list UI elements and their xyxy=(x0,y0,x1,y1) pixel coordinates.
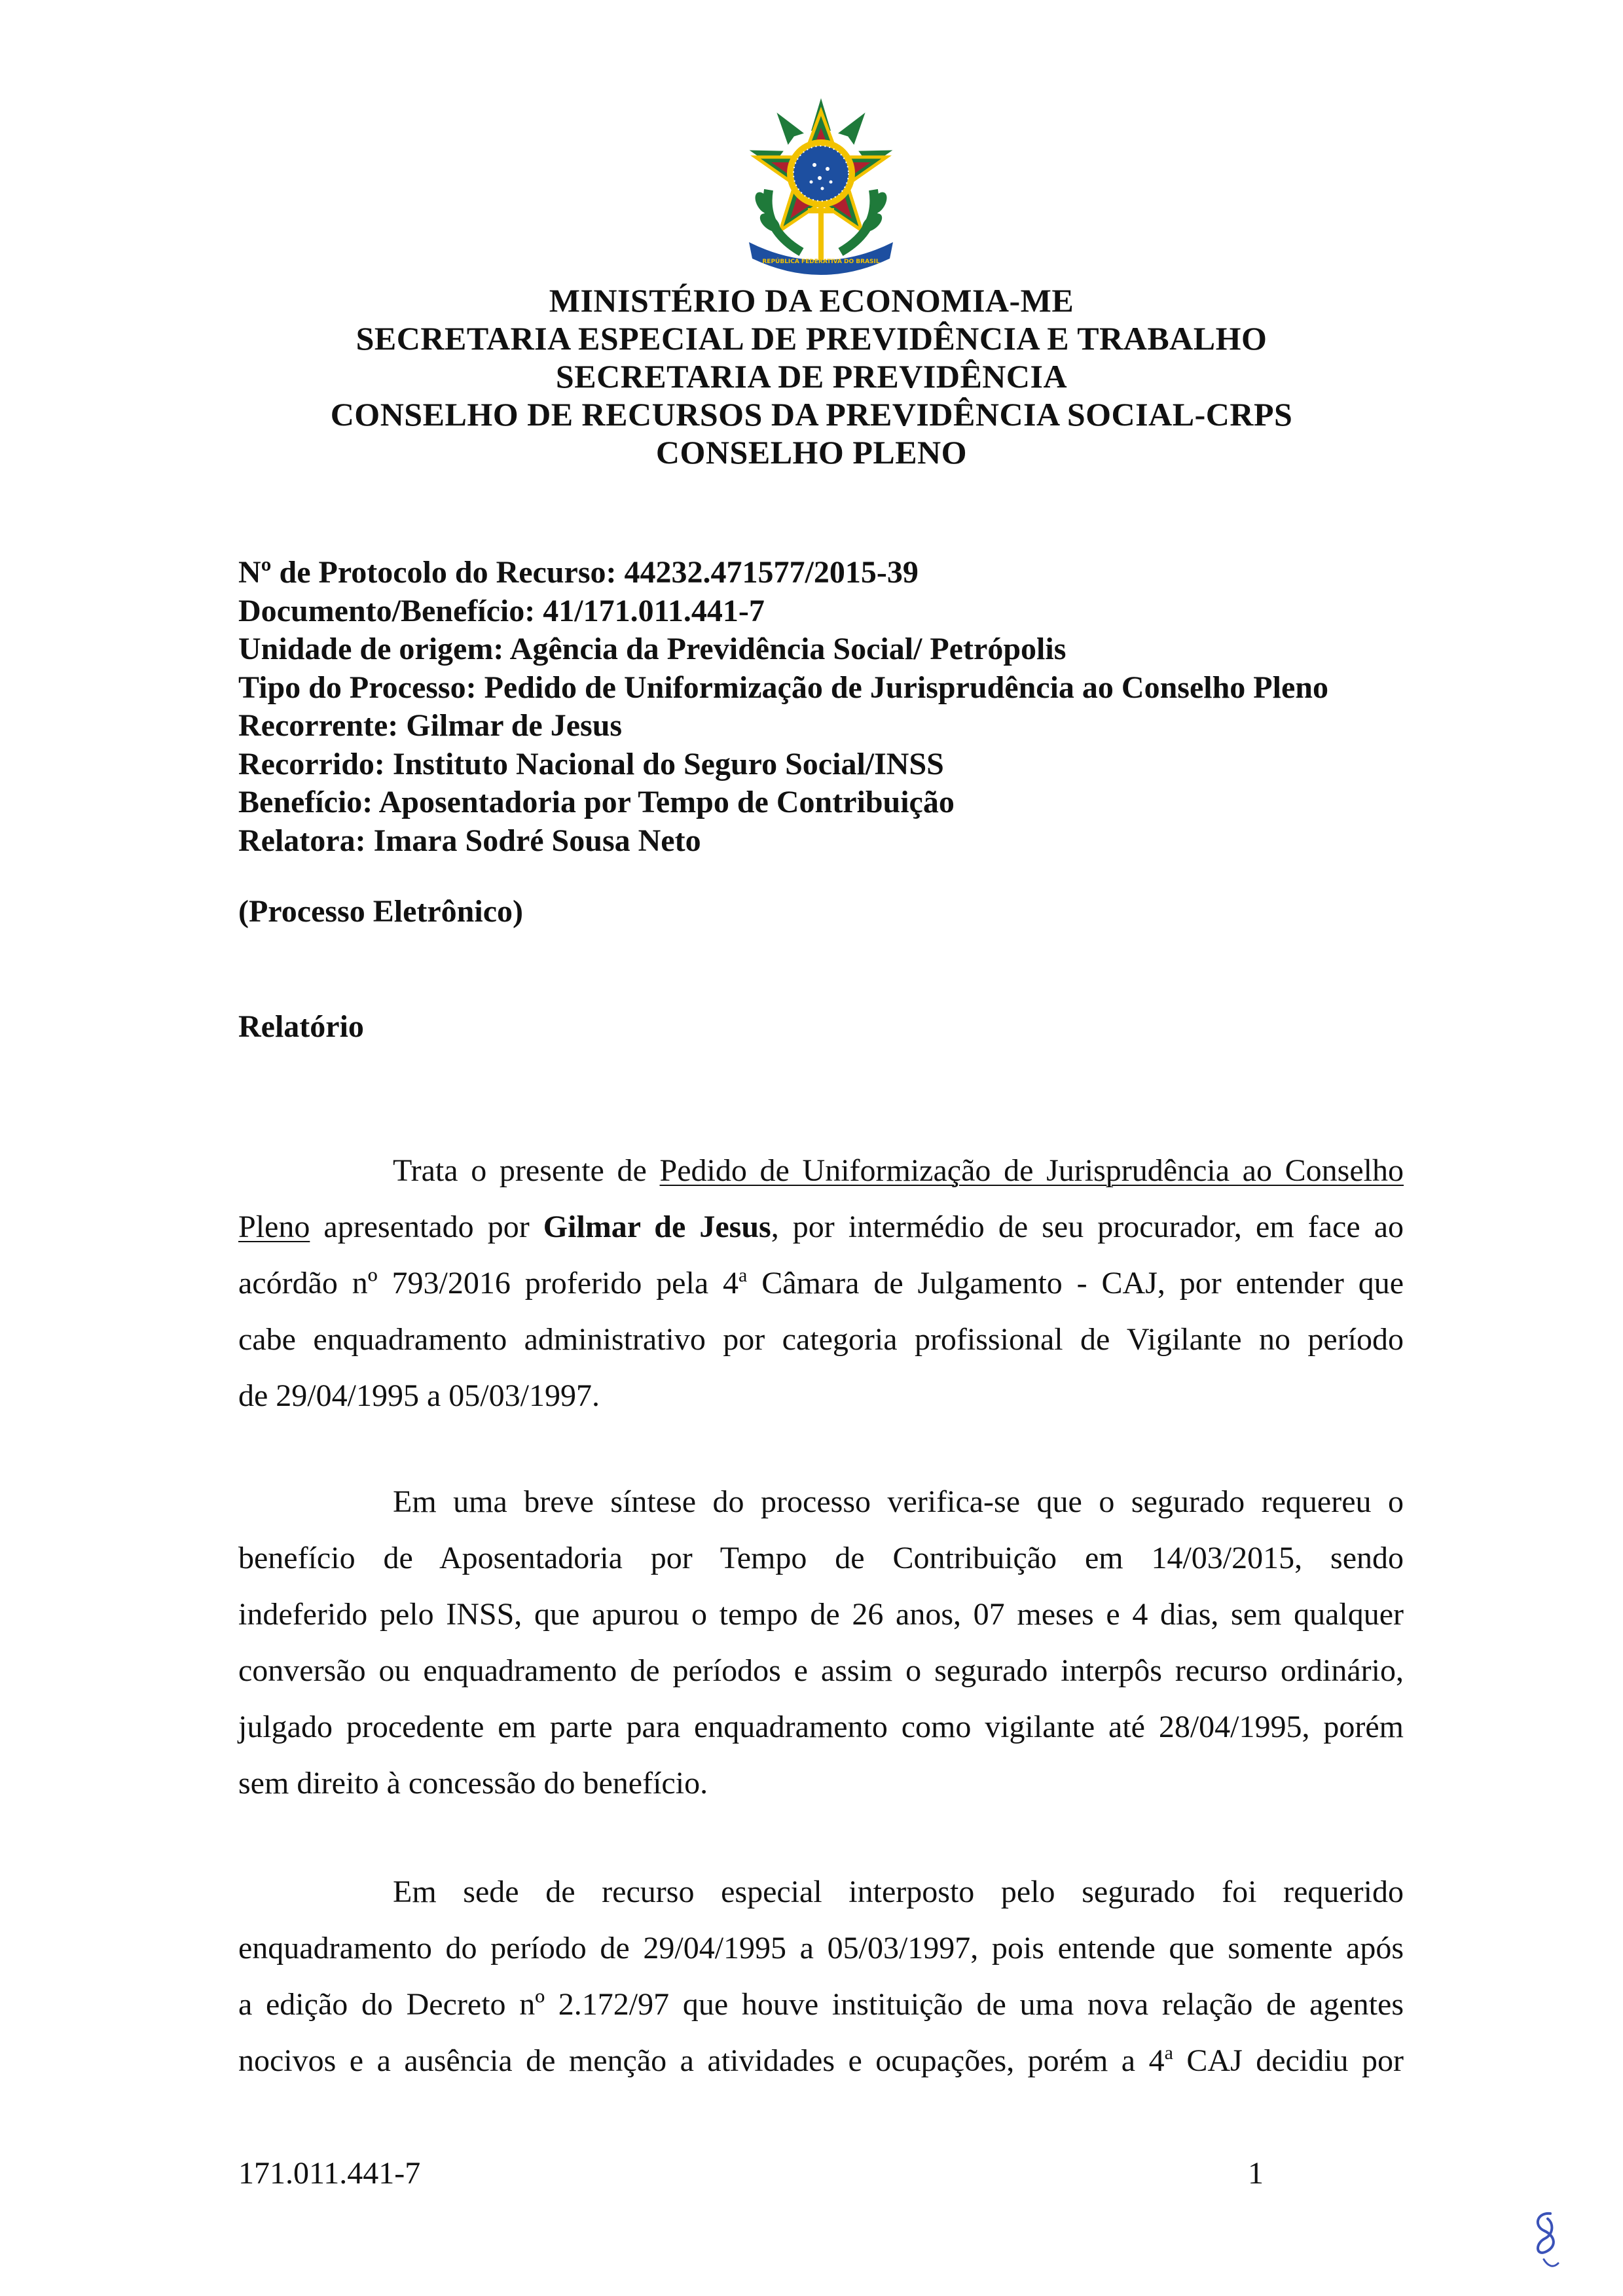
document-header xyxy=(0,281,1623,471)
paragraph-line: sem direito à concessão do benefício. xyxy=(238,1766,708,1801)
header-secretariat: SECRETARIA DE PREVIDÊNCIA xyxy=(555,358,1068,395)
case-info xyxy=(238,554,1328,860)
info-label: Recorrente: xyxy=(238,708,399,743)
info-label: Unidade de origem: xyxy=(238,632,504,666)
info-row-rapporteur xyxy=(238,822,1328,861)
info-row-appellant xyxy=(238,707,1328,745)
info-row-protocol xyxy=(238,554,1328,592)
paragraph-line: benefício de Aposentadoria por Tempo de Contribuição em 14/03/2015, sendo xyxy=(238,1541,1404,1575)
emblem-ribbon-text: REPÚBLICA FEDERATIVA DO BRASIL xyxy=(762,259,880,265)
paragraph-line: enquadramento do período de 29/04/1995 a 05/03/1997, pois entende que somente após xyxy=(238,1931,1404,1965)
paragraph-1 xyxy=(238,1143,1404,1424)
paragraph-line: indeferido pelo INSS, que apurou o tempo de 26 anos, 07 meses e 4 dias, sem qualquer xyxy=(238,1597,1404,1632)
info-label: Recorrido: xyxy=(238,746,385,781)
info-value: Instituto Nacional do Seguro Social/INSS xyxy=(392,746,944,781)
paragraph-line: a edição do Decreto nº 2.172/97 que houve instituição de uma nova relação de agentes xyxy=(238,1987,1404,2022)
info-row-origin xyxy=(238,630,1328,669)
info-value: 44232.471577/2015-39 xyxy=(624,555,919,590)
info-row-process-type xyxy=(238,669,1328,708)
info-value: Gilmar de Jesus xyxy=(406,708,623,743)
info-row-benefit xyxy=(238,783,1328,822)
paragraph-2 xyxy=(238,1474,1404,1812)
info-row-appellee xyxy=(238,745,1328,784)
info-value: Agência da Previdência Social/ Petrópolis xyxy=(509,632,1067,666)
info-label: Nº de Protocolo do Recurso: xyxy=(238,555,617,590)
paragraph-line: julgado procedente em parte para enquadramento como vigilante até 28/04/1995, porém xyxy=(238,1710,1404,1744)
electronic-process-note: (Processo Eletrônico) xyxy=(238,894,523,929)
info-label: Relatora: xyxy=(238,823,366,858)
paragraph-line: Pleno apresentado por Gilmar de Jesus, por intermédio de seu procurador, em face ao xyxy=(238,1210,1404,1244)
section-title: Relatório xyxy=(238,1009,364,1044)
info-label: Documento/Benefício: xyxy=(238,593,536,628)
paragraph-line: acórdão nº 793/2016 proferido pela 4$^a$ Câmara de Julgamento - CAJ, por entender que xyxy=(238,1265,1404,1300)
paragraph-line: Em sede de recurso especial interposto pelo segurado foi requerido xyxy=(393,1874,1404,1909)
info-row-document xyxy=(238,592,1328,631)
header-ministry: MINISTÉRIO DA ECONOMIA-ME xyxy=(549,282,1074,319)
footer-reference: 171.011.441-7 xyxy=(238,2156,421,2191)
request-title-underlined: Pedido de Uniformização de Jurisprudência ao Conselho xyxy=(659,1153,1404,1188)
paragraph-3 xyxy=(238,1864,1404,2089)
info-label: Benefício: xyxy=(238,785,373,819)
info-label: Tipo do Processo: xyxy=(238,670,477,705)
paragraph-line: Em uma breve síntese do processo verifica-se que o segurado requereu o xyxy=(393,1484,1404,1519)
paragraph-line: de 29/04/1995 a 05/03/1997. xyxy=(238,1378,600,1413)
paragraph-line: cabe enquadramento administrativo por categoria profissional de Vigilante no período xyxy=(238,1322,1404,1357)
handwritten-page-mark xyxy=(1524,2206,1570,2278)
page-number: 1 xyxy=(1248,2156,1264,2191)
coat-of-arms-emblem xyxy=(723,92,919,288)
header-council: CONSELHO DE RECURSOS DA PREVIDÊNCIA SOCIAL-CRPS xyxy=(330,396,1293,433)
info-value: 41/171.011.441-7 xyxy=(543,593,765,628)
paragraph-line: conversão ou enquadramento de períodos e assim o segurado interpôs recurso ordinário, xyxy=(238,1653,1404,1688)
paragraph-line: nocivos e a ausência de menção a atividades e ocupações, porém a 4$^a$ CAJ decidiu por xyxy=(238,2042,1404,2078)
request-title-underlined: Pleno xyxy=(238,1210,310,1244)
info-value: Imara Sodré Sousa Neto xyxy=(373,823,701,858)
appellant-name: Gilmar de Jesus xyxy=(543,1210,771,1244)
info-value: Aposentadoria por Tempo de Contribuição xyxy=(378,785,955,819)
header-special-secretariat: SECRETARIA ESPECIAL DE PREVIDÊNCIA E TRABALHO xyxy=(356,320,1267,357)
paragraph-line: Trata o presente de Pedido de Uniformização de Jurisprudência ao Conselho xyxy=(393,1153,1404,1188)
info-value: Pedido de Uniformização de Jurisprudência ao Conselho Pleno xyxy=(484,670,1328,705)
header-plenary: CONSELHO PLENO xyxy=(655,434,968,471)
